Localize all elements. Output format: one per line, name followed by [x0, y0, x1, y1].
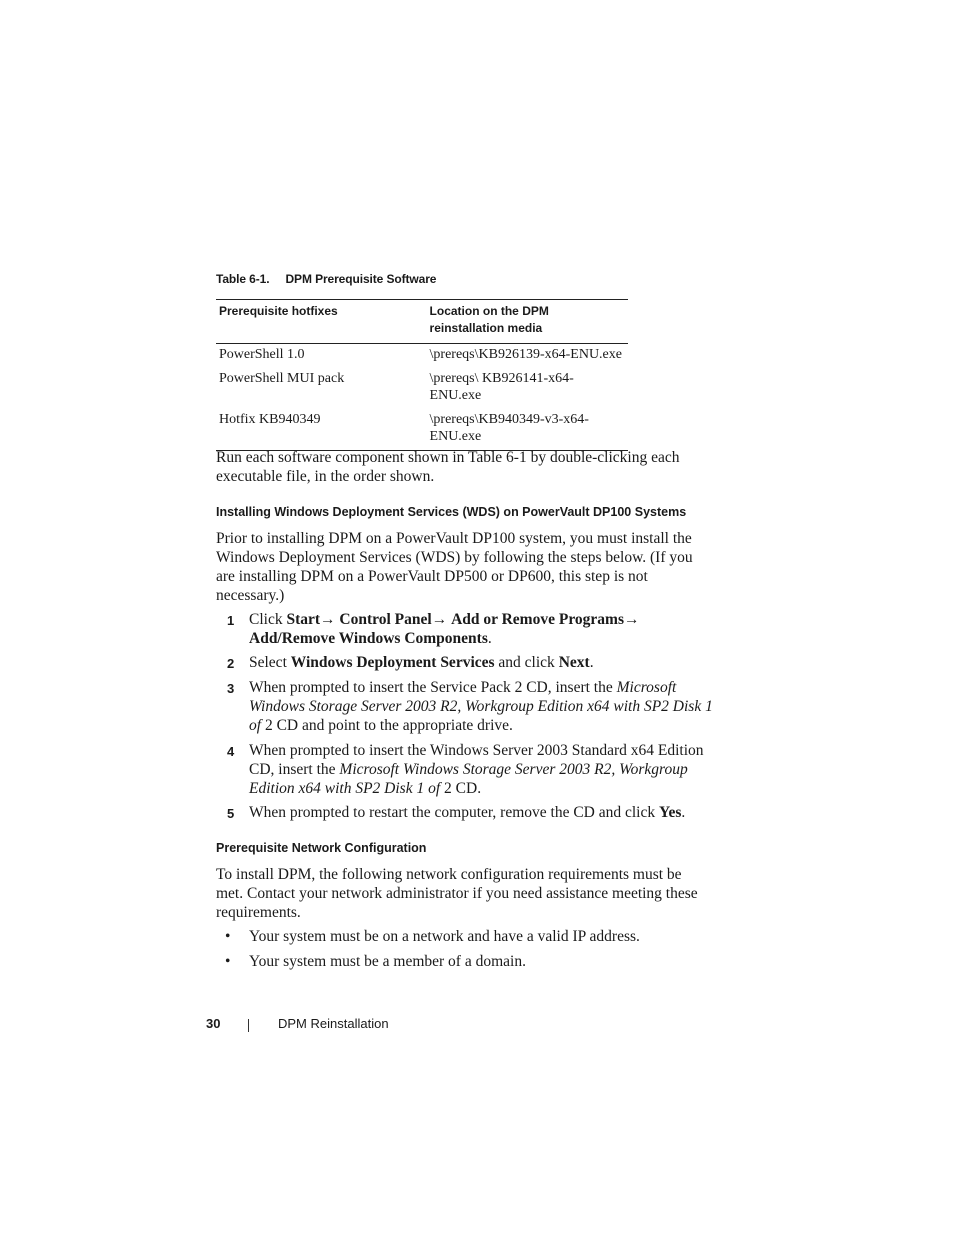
table-cell-location: \prereqs\KB926139-x64-ENU.exe — [429, 347, 622, 362]
table-row — [216, 368, 628, 409]
run-paragraph: Run each software component shown in Table 6-1 by double-clicking each executable file, in the order shown. — [216, 449, 680, 485]
step-2 — [216, 653, 716, 672]
list-item-text: Your system must be a member of a domain. — [249, 953, 526, 970]
wds-heading: Installing Windows Deployment Services (WDS) on PowerVault DP100 Systems — [216, 505, 687, 519]
step-number: 2 — [227, 656, 235, 671]
step-number: 3 — [227, 681, 235, 696]
table-cell-hotfix: PowerShell 1.0 — [219, 347, 305, 362]
prerequisite-software-table — [216, 299, 628, 451]
table-caption — [216, 272, 436, 286]
bullet-icon: • — [225, 953, 231, 970]
table-cell-location: \prereqs\KB940349-v3-x64-ENU.exe — [429, 412, 589, 444]
wds-ref: Windows Deployment Services — [290, 654, 495, 671]
list-item — [216, 952, 716, 971]
step-4 — [216, 741, 716, 798]
control-panel-ref: Control Panel — [339, 611, 432, 628]
table-header-hotfixes: Prerequisite hotfixes — [216, 300, 424, 344]
step-5 — [216, 803, 716, 822]
footer-divider — [248, 1019, 249, 1032]
step-number: 1 — [227, 613, 235, 628]
wds-intro: Prior to installing DPM on a PowerVault DP100 system, you must install the Windows Deployment Services (WDS) by following the steps below. (If you are installing DPM on a PowerVault DP500 or DP600, this step is not necessary.) — [216, 530, 693, 604]
step-text: When prompted to insert the Service Pack 2 CD, insert the Microsoft Windows Storage Server 2003 R2, Workgroup Edition x64 with SP2 Disk 1 of 2 CD and point to the appropriate drive. — [249, 679, 713, 734]
page-number: 30 — [206, 1016, 221, 1031]
start-menu-ref: Start — [286, 611, 321, 628]
step-text: When prompted to insert the Windows Server 2003 Standard x64 Edition CD, insert the Microsoft Windows Storage Server 2003 R2, Workgroup Edition x64 with SP2 Disk 1 of 2 CD. — [249, 742, 704, 797]
footer-chapter-title: DPM Reinstallation — [278, 1016, 389, 1031]
table-cell-location: \prereqs\ KB926141-x64-ENU.exe — [429, 371, 574, 403]
network-intro: To install DPM, the following network configuration requirements must be met. Contact your network administrator if you need assistance meeting these requirements. — [216, 866, 698, 921]
step-1 — [216, 610, 716, 648]
step-number: 5 — [227, 806, 235, 821]
step-number: 4 — [227, 744, 235, 759]
step-3 — [216, 678, 716, 735]
table-row — [216, 344, 628, 369]
table-header-row — [216, 300, 628, 344]
next-ref: Next — [558, 654, 590, 671]
network-heading: Prerequisite Network Configuration — [216, 841, 427, 855]
bullet-icon: • — [225, 928, 231, 945]
step-text: Select Windows Deployment Services and click Next. — [249, 654, 594, 671]
table-caption-title: DPM Prerequisite Software — [285, 272, 437, 286]
table-cell-hotfix: PowerShell MUI pack — [219, 371, 345, 386]
yes-ref: Yes — [659, 804, 682, 821]
add-remove-components-ref: Add/Remove Windows Components — [249, 630, 488, 647]
disk-name-ref: Microsoft Windows Storage Server 2003 R2, Workgroup Edition x64 with SP2 Disk 1 of — [249, 761, 688, 797]
list-item — [216, 927, 716, 946]
step-text: When prompted to restart the computer, remove the CD and click Yes. — [249, 804, 686, 821]
list-item-text: Your system must be on a network and have a valid IP address. — [249, 928, 640, 945]
table-row — [216, 409, 628, 451]
table-caption-label: Table 6-1. — [216, 272, 270, 286]
table-header-location: Location on the DPM reinstallation media — [424, 300, 628, 344]
step-text: Click Start→ Control Panel→ Add or Remove Programs→ Add/Remove Windows Components. — [249, 611, 640, 647]
add-remove-programs-ref: Add or Remove Programs — [451, 611, 624, 628]
disk-name-ref: Microsoft Windows Storage Server 2003 R2, Workgroup Edition x64 with SP2 Disk 1 of — [249, 679, 713, 734]
table-cell-hotfix: Hotfix KB940349 — [219, 412, 321, 427]
